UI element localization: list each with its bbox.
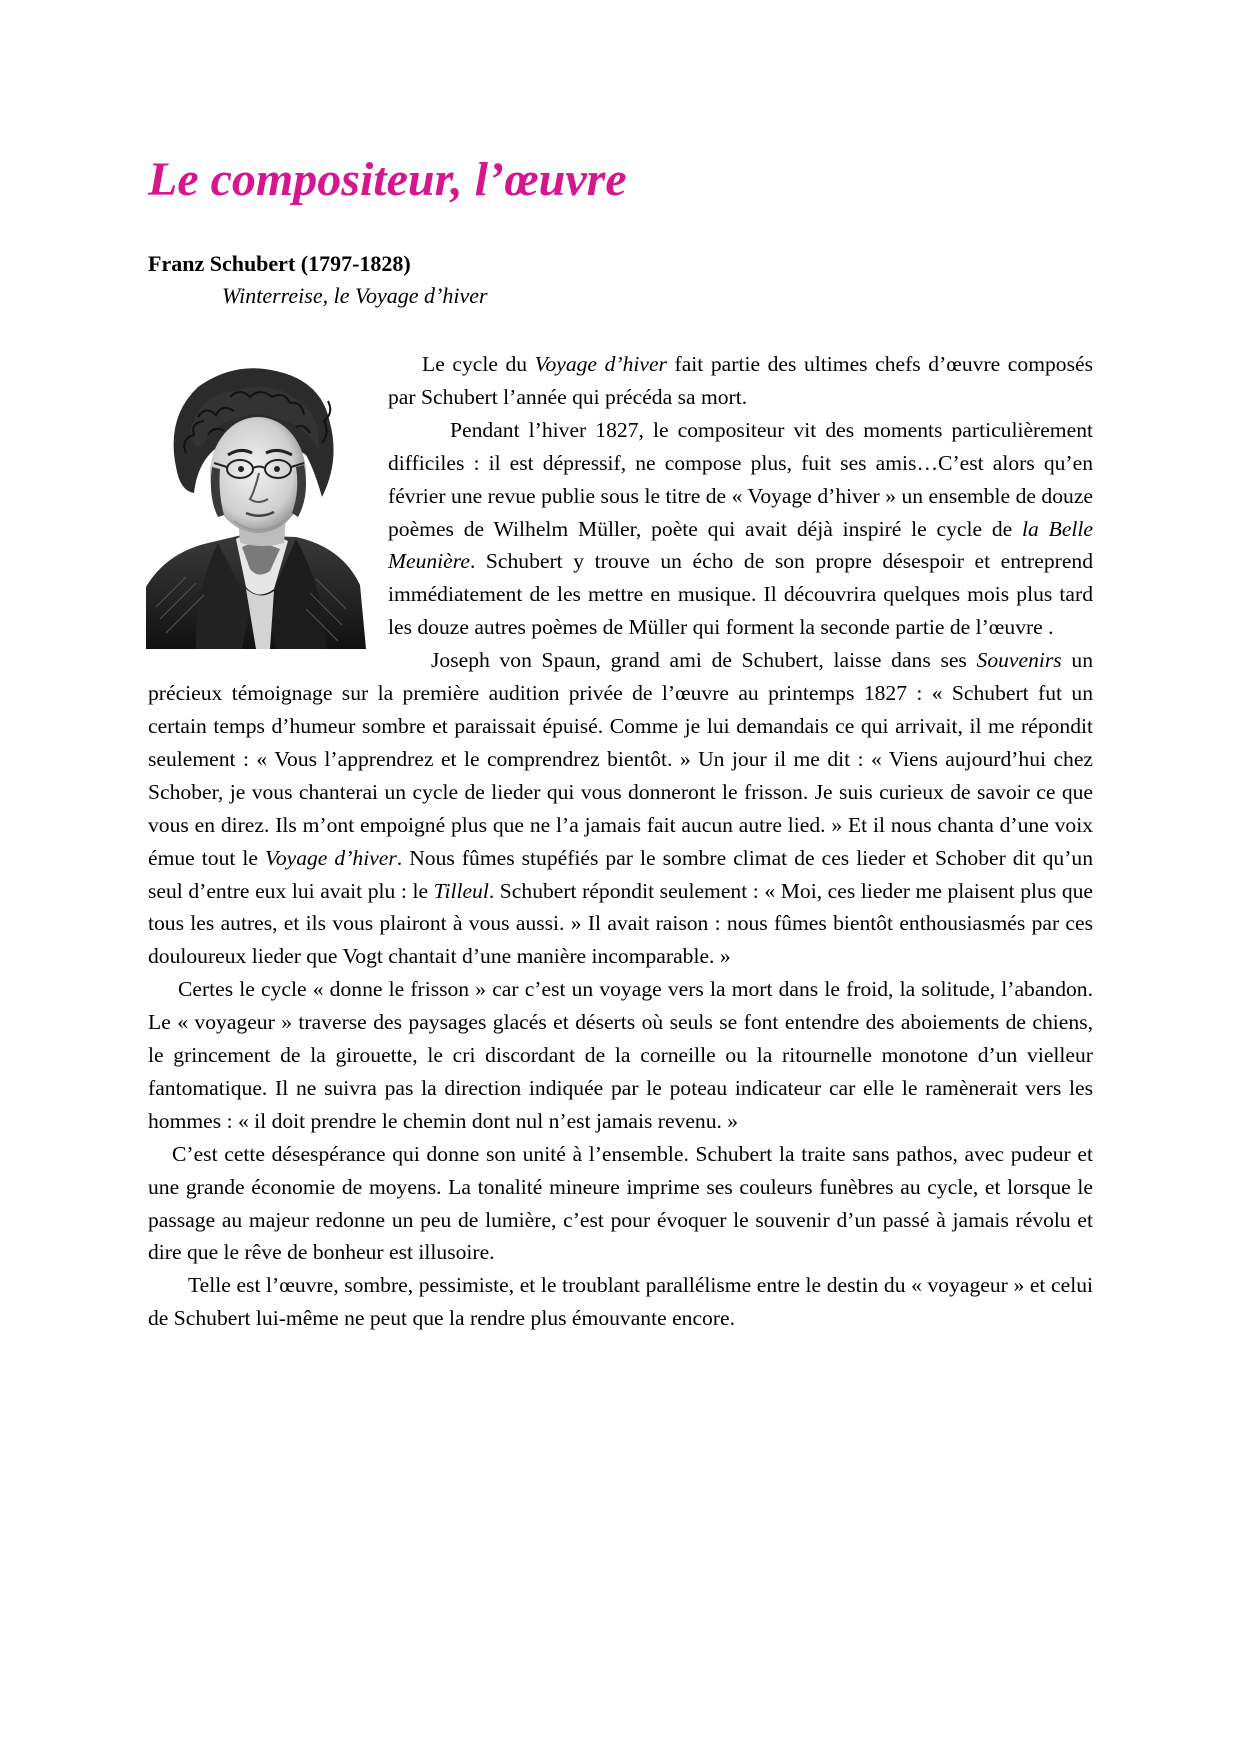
paragraph-6: Telle est l’œuvre, sombre, pessimiste, et le troublant parallélisme entre le destin du « voyageur » et celui de Schubert lui-même ne peut que la rendre plus émouvante encore. [148,1273,1093,1331]
paragraph-5: C’est cette désespérance qui donne son unité à l’ensemble. Schubert la traite sans pathos, avec pudeur et une grande économie de moyens. La tonalité mineure imprime ses couleurs funèbres au cycle, et lorsque le passage au majeur redonne un peu de lumière, c’est pour évoquer le souvenir d’un passé à jamais révolu et dire que le rêve de bonheur est illusoire. [148,1141,1093,1265]
paragraph-2-text-end: . Schubert y trouve un écho de son propre désespoir et entreprend immédiatement de les mettre en musique. Il découvrira quelques mois plus tard les douze autres poèmes de Müller qui forment la seconde partie de l’œuvre . [388,549,1093,640]
composer-heading: Franz Schubert (1797-1828) [148,251,411,276]
paragraph-3-text-quote: un précieux témoignage sur la première audition privée de l’œuvre au printemps 1827 : « Schubert fut un certain temps d’humeur sombre et paraissait épuisé. Comme je lui demandais ce qui arrivait, il me répondit seulement : « Vous l’apprendrez et le comprendrez bientôt. » Un jour il me dit : « Viens aujourd’hui chez Schober, je vous chanterai un cycle de lieder qui vous donneront le frisson. Je suis curieux de savoir ce que vous en direz. Ils m’ont empoigné plus que ne l’a jamais fait aucun autre lied. » Et il nous chanta d’une voix émue tout le [148,648,1093,870]
paragraph-3-text: Joseph von Spaun, grand ami de Schubert, laisse dans ses [431,648,977,673]
paragraph-1-text-end: fait partie des ultimes chefs d’œuvre composés par Schubert l’année qui précéda sa mort. [388,352,1093,409]
paragraph-3-text-middle: . Nous fûmes stupéfiés par le sombre climat de ces lieder et Schober dit qu’un seul d’entre eux lui avait plu : le [148,845,1093,903]
paragraph-3-text-end: . Schubert répondit seulement : « Moi, ces lieder me plaisent plus que tous les autres, et ils vous plairont à vous aussi. » Il avait raison : nous fûmes bientôt enthousiasmés par ces douloureux lieder que Vogt chantait d’une manière incomparable. » [148,878,1093,969]
portrait-spacer [148,348,388,677]
paragraph-3-emphasis-souvenirs: Souvenirs [976,648,1062,673]
paragraph-2-emphasis: la Belle Meunière [388,516,1093,574]
paragraph-1-text: Le cycle du [422,352,535,376]
paragraph-3 [148,644,1093,973]
paragraph-1-emphasis: Voyage d’hiver [534,352,667,376]
work-subtitle: Winterreise, le Voyage d’hiver [222,283,488,308]
paragraph-4: Certes le cycle « donne le frisson » car c’est un voyage vers la mort dans le froid, la solitude, l’abandon. Le « voyageur » traverse des paysages glacés et déserts où seuls se font entendre des aboiements de chiens, le grincement de la girouette, le cri discordant de la corneille ou la ritournelle monotone d’un vielleur fantomatique. Il ne suivra pas la direction indiquée par le poteau indicateur car elle le ramènerait vers les hommes : « il doit prendre le chemin dont nul n’est jamais revenu. » [148,977,1093,1133]
body-text [148,348,1093,1335]
page-title: Le compositeur, l’œuvre [148,153,627,206]
paragraph-3-emphasis-voyage: Voyage d’hiver [265,845,397,870]
paragraph-3-emphasis-tilleul: Tilleul [433,878,489,903]
paragraph-2-text: Pendant l’hiver 1827, le compositeur vit des moments particulièrement difficiles : il est dépressif, ne compose plus, fuit ses amis…C’est alors qu’en février une revue publie sous le titre de « Voyage d’hiver » un ensemble de douze poèmes de Wilhelm Müller, poète qui avait déjà inspiré le cycle de [388,417,1093,541]
